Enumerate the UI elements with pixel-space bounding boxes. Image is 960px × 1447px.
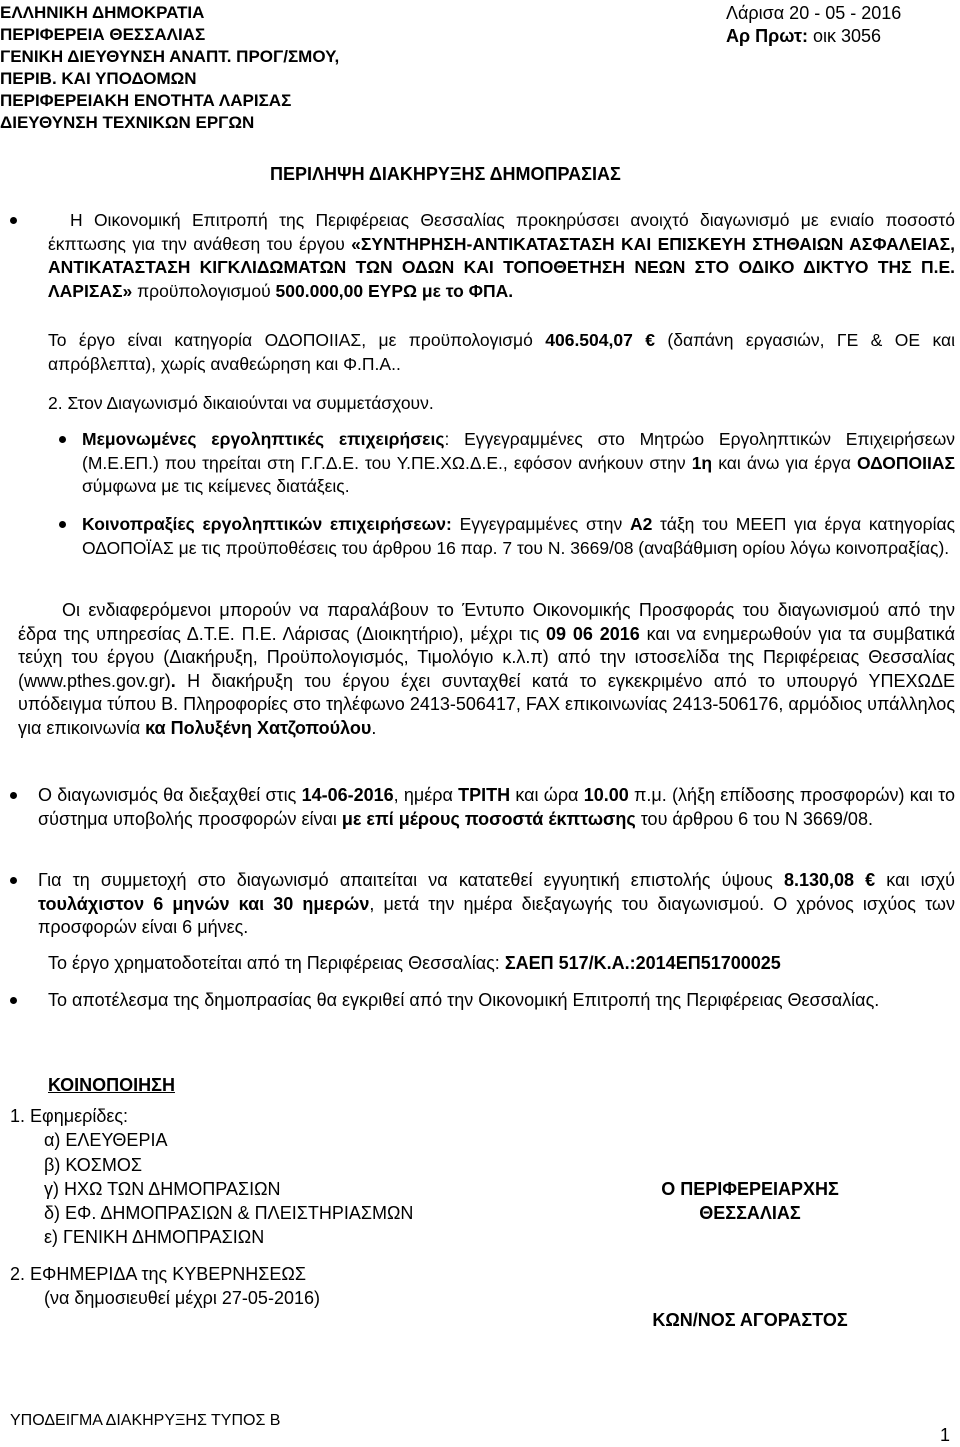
- tender-date: 14-06-2016: [301, 785, 394, 805]
- bullet-icon: [10, 217, 17, 224]
- protocol-number: [726, 25, 881, 47]
- contact-person: κα Πολυξένη Χατζοπούλου: [145, 717, 372, 738]
- issuer-line: ΔΙΕΥΘΥΝΣΗ ΤΕΧΝΙΚΩΝ ΕΡΓΩΝ: [0, 113, 255, 132]
- notification-heading: ΚΟΙΝΟΠΟΙΗΣΗ: [48, 1075, 175, 1095]
- project-title: «ΣΥΝΤΗΡΗΣΗ-ΑΝΤΙΚΑΤΑΣΤΑΣΗ ΚΑΙ ΕΠΙΣΚΕΥΗ ΣΤΗΘΑΙΩΝ ΑΣΦΑΛΕΙΑΣ, ΑΝΤΙΚΑΤΑΣΤΑΣΗ ΚΙΓΚΛΙΔΩΜΑΤΩΝ ΤΩΝ ΟΔΩΝ ΚΑΙ ΤΟΠΟΘΕΤΗΣΗ ΝΕΩΝ ΣΤΟ ΟΔΙΚΟ ΔΙΚΤΥΟ ΤΗΣ Π.Ε. ΛΑΡΙΣΑΣ»: [48, 233, 955, 301]
- budget-total: 500.000,00 ΕΥΡΩ με το ΦΠΑ.: [275, 280, 514, 301]
- text-run: .: [170, 670, 176, 691]
- text-run: Κοινοπραξίες εργοληπτικών επιχειρήσεων:: [82, 514, 452, 534]
- individual-firms-paragraph: [82, 428, 955, 499]
- tender-time: 10.00: [583, 785, 629, 805]
- signatory-region: ΘΕΣΣΑΛΙΑΣ: [699, 1203, 801, 1223]
- text-run: Για τη συμμετοχή στο διαγωνισμό απαιτείται να κατατεθεί εγγυητική επιστολής ύψους: [38, 870, 784, 890]
- text-run: τάξη του ΜΕΕΠ για έργα κατηγορίας ΟΔΟΠΟΪΑΣ με τις προϋποθέσεις του άρθρου 16 παρ. 7 του Ν. 3669/08 (αναβάθμιση ορίου λόγω κοινοπραξίας).: [82, 514, 956, 558]
- text-run: Μεμονωμένες εργοληπτικές επιχειρήσεις: [82, 429, 445, 449]
- text-run: και να ενημερωθούν για τα συμβατικά τεύχη του έργου (Διακήρυξη, Προϋπολογισμός, Τιμολόγιο κ.λ.π) από την ιστοσελίδα της Περιφέρειας Θεσσαλίας (www.pthes.gov.gr): [18, 623, 955, 691]
- category-paragraph: [48, 329, 955, 376]
- newspaper-item: δ) ΕΦ. ΔΗΜΟΠΡΑΣΙΩΝ & ΠΛΕΙΣΤΗΡΙΑΣΜΩΝ: [44, 1203, 414, 1223]
- text-run: π.μ. (λήξη επίδοσης προσφορών) και το σύστημα υποβολής προσφορών είναι: [38, 785, 955, 829]
- validity-period: τουλάχιστον 6 μηνών και 30 ημερών: [38, 893, 370, 914]
- bullet-icon: [10, 877, 17, 884]
- gazette-item: 2. ΕΦΗΜΕΡΙΔΑ της ΚΥΒΕΡΝΗΣΕΩΣ: [10, 1264, 306, 1284]
- guarantee-amount: 8.130,08 €: [783, 870, 876, 890]
- text-run: και άνω για έργα: [712, 452, 858, 473]
- footer-label: ΥΠΟΔΕΙΓΜΑ ΔΙΑΚΗΡΥΞΗΣ ΤΥΠΟΣ Β: [10, 1412, 281, 1429]
- text-run: σύμφωνα με τις κείμενες διατάξεις.: [82, 476, 350, 496]
- bullet-icon: [59, 436, 66, 443]
- gazette-note: (να δημοσιευθεί μέχρι 27-05-2016): [44, 1288, 320, 1308]
- newspaper-item: ε) ΓΕΝΙΚΗ ΔΗΜΟΠΡΑΣΙΩΝ: [44, 1227, 265, 1247]
- protocol-label: Αρ Πρωτ:: [726, 26, 809, 46]
- text-run: Εγγεγραμμένες στην: [451, 514, 630, 534]
- issuer-line: ΕΛΛΗΝΙΚΗ ΔΗΜΟΚΡΑΤΙΑ: [0, 3, 205, 22]
- newspaper-item: β) ΚΟΣΜΟΣ: [44, 1155, 143, 1175]
- text-run: ΟΔΟΠΟΙΙΑΣ: [857, 452, 955, 473]
- issuer-line: ΠΕΡΙΦΕΡΕΙΑΚΗ ΕΝΟΤΗΤΑ ΛΑΡΙΣΑΣ: [0, 91, 292, 110]
- text-run: προϋπολογισμού: [132, 280, 276, 301]
- funding-line: [48, 952, 781, 974]
- text-run: και ώρα: [510, 785, 584, 805]
- text-run: Το έργο είναι κατηγορία ΟΔΟΠΟΙΙΑΣ, με προϋπολογισμό: [48, 330, 546, 350]
- approval-paragraph: Το αποτέλεσμα της δημοπρασίας θα εγκριθεί από την Οικονομική Επιτροπή της Περιφέρειας Θεσσαλίας.: [48, 990, 880, 1010]
- text-run: Ο διαγωνισμός θα διεξαχθεί στις: [38, 785, 302, 805]
- text-run: .: [371, 717, 377, 738]
- text-run: Η διακήρυξη του έργου έχει συνταχθεί κατά το εγκεκριμένο από το υπουργό ΥΠΕΧΩΔΕ υπόδειγμα τύπου Β. Πληροφορίες στο τηλέφωνο 2413-506417, FAX επικοινωνίας 2413-506176, αρμόδιος υπάλληλος για επικοινωνία: [18, 670, 955, 738]
- signatory-name: ΚΩΝ/ΝΟΣ ΑΓΟΡΑΣΤΟΣ: [652, 1310, 848, 1330]
- text-run: του άρθρου 6 του Ν 3669/08.: [635, 808, 873, 829]
- text-run: Η Οικονομική Επιτροπή της Περιφέρειας Θεσσαλίας προκηρύσσει ανοιχτό διαγωνισμό με ενιαίο ποσοστό έκπτωσης για την ανάθεση του έργου: [48, 210, 955, 254]
- bullet-icon: [59, 521, 66, 528]
- newspaper-item: α) ΕΛΕΥΘΕΡΙΑ: [44, 1130, 168, 1150]
- text-run: : Εγγεγραμμένες στο Μητρώο Εργοληπτικών Επιχειρήσεων (Μ.Ε.ΕΠ.) που τηρείται στη Γ.Γ.Δ.Ε. του Υ.ΠΕ.ΧΩ.Δ.Ε., εφόσον ανήκουν στην: [82, 429, 955, 473]
- issuer-line: ΓΕΝΙΚΗ ΔΙΕΥΘΥΝΣΗ ΑΝΑΠΤ. ΠΡΟΓ/ΣΜΟΥ,: [0, 47, 340, 66]
- funding-code: ΣΑΕΠ 517/Κ.Α.:2014ΕΠ51700025: [504, 953, 781, 973]
- intro-paragraph: [48, 209, 955, 303]
- protocol-value: οικ 3056: [808, 26, 882, 46]
- newspapers-label: 1. Εφημερίδες:: [10, 1106, 129, 1126]
- text-run: 1η: [691, 452, 713, 473]
- text-run: Οι ενδιαφερόμενοι μπορούν να παραλάβουν το Έντυπο Οικονομικής Προσφοράς του διαγωνισμού από την έδρα της υπηρεσίας Δ.Τ.Ε. Π.Ε. Λάρισας (Διοικητήριο), μέχρι τις: [18, 600, 955, 644]
- newspaper-item: γ) ΗΧΩ ΤΩΝ ΔΗΜΟΠΡΑΣΙΩΝ: [44, 1179, 281, 1199]
- tender-date-paragraph: [38, 784, 955, 831]
- page-title: ΠΕΡΙΛΗΨΗ ΔΙΑΚΗΡΥΞΗΣ ΔΗΜΟΠΡΑΣΙΑΣ: [270, 164, 621, 184]
- document-date: Λάρισα 20 - 05 - 2016: [726, 3, 902, 23]
- documents-paragraph: [18, 599, 955, 741]
- issuer-line: ΠΕΡΙΒ. ΚΑΙ ΥΠΟΔΟΜΩΝ: [0, 69, 197, 88]
- text-run: , ημέρα: [393, 785, 459, 805]
- deadline-date: 09 06 2016: [545, 623, 640, 644]
- text-run: με επί μέρους ποσοστά έκπτωσης: [341, 808, 636, 829]
- work-budget: 406.504,07 €: [545, 330, 655, 350]
- tender-day: ΤΡΙΤΗ: [458, 785, 511, 805]
- issuer-line: ΠΕΡΙΦΕΡΕΙΑ ΘΕΣΣΑΛΙΑΣ: [0, 25, 206, 44]
- signatory-title: Ο ΠΕΡΙΦΕΡΕΙΑΡΧΗΣ: [661, 1179, 839, 1199]
- guarantee-paragraph: [38, 869, 955, 940]
- text-run: Α2: [629, 514, 653, 534]
- eligibility-heading: 2. Στον Διαγωνισμό δικαιούνται να συμμετάσχουν.: [48, 393, 434, 413]
- text-run: , μετά την ημέρα διεξαγωγής του διαγωνισμού. Ο χρόνος ισχύος των προσφορών είναι 6 μήνες.: [38, 893, 955, 938]
- page-number: 1: [940, 1425, 951, 1445]
- bullet-icon: [10, 792, 17, 799]
- joint-ventures-paragraph: [82, 513, 955, 560]
- text-run: και ισχύ: [875, 870, 956, 890]
- text-run: (δαπάνη εργασιών, ΓΕ & ΟΕ και απρόβλεπτα), χωρίς αναθεώρηση και Φ.Π.Α..: [48, 330, 955, 374]
- text-run: Το έργο χρηματοδοτείται από τη Περιφέρειας Θεσσαλίας:: [48, 953, 505, 973]
- bullet-icon: [10, 997, 17, 1004]
